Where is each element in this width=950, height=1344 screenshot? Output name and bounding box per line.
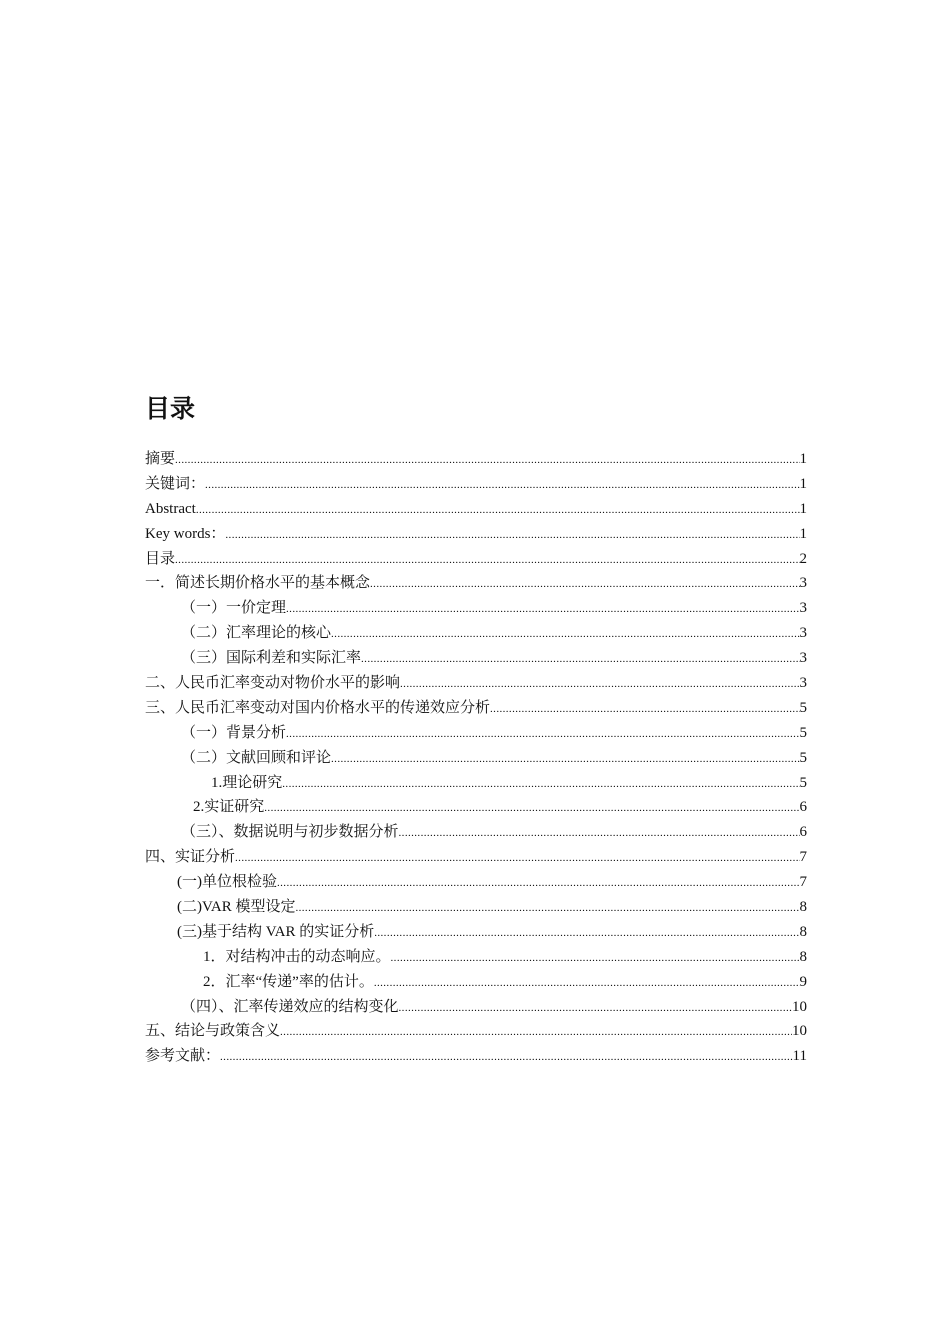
toc-entry-section-3-3[interactable] xyxy=(145,820,807,845)
toc-entry-abstract-en[interactable] xyxy=(145,497,807,522)
toc-entry-section-1-1[interactable] xyxy=(145,596,807,621)
toc-entry-text: （一）一价定理 xyxy=(181,600,287,617)
toc-dot-leader xyxy=(331,621,799,646)
toc-entry-text: （四）、汇率传递效应的结构变化 xyxy=(181,998,399,1015)
toc-dot-leader xyxy=(282,771,799,796)
toc-dot-leader xyxy=(399,995,792,1020)
toc-entry-text: 2．汇率“传递”率的估计。 xyxy=(203,973,374,990)
toc-entry-section-3-2[interactable] xyxy=(145,746,807,771)
toc-entry-text: （一）背景分析 xyxy=(181,724,287,741)
toc-dot-leader xyxy=(399,820,800,845)
toc-page-number: 3 xyxy=(799,600,807,617)
toc-entry-keywords-cn[interactable] xyxy=(145,472,807,497)
toc-page-number: 8 xyxy=(799,948,807,965)
toc-entry-section-4[interactable] xyxy=(145,845,807,870)
toc-entry-text: （三）国际利差和实际汇率 xyxy=(181,650,362,667)
toc-dot-leader xyxy=(370,571,799,596)
toc-entry-section-4-3[interactable] xyxy=(145,920,807,945)
toc-dot-leader xyxy=(374,920,799,945)
toc-entry-text: 2.实证研究 xyxy=(193,799,265,816)
toc-page-number: 3 xyxy=(799,650,807,667)
toc-dot-leader xyxy=(175,547,799,572)
toc-entry-section-4-3-2[interactable] xyxy=(145,970,807,995)
toc-entry-text: （二）汇率理论的核心 xyxy=(181,625,332,642)
toc-list xyxy=(145,447,807,1069)
toc-entry-section-1-2[interactable] xyxy=(145,621,807,646)
toc-entry-text: 五、结论与政策含义 xyxy=(145,1023,281,1040)
toc-page-number: 8 xyxy=(799,923,807,940)
toc-page-number: 7 xyxy=(799,874,807,891)
toc-entry-text: 四、实证分析 xyxy=(145,849,236,866)
toc-entry-section-4-1[interactable] xyxy=(145,870,807,895)
toc-entry-text: 目录 xyxy=(145,550,176,567)
toc-entry-text: Key words： xyxy=(145,525,226,542)
toc-page-number: 5 xyxy=(799,749,807,766)
toc-dot-leader xyxy=(225,522,799,547)
toc-entry-section-5[interactable] xyxy=(145,1019,807,1044)
toc-entry-keywords-en[interactable] xyxy=(145,522,807,547)
toc-entry-text: （二）文献回顾和评论 xyxy=(181,749,332,766)
toc-dot-leader xyxy=(277,870,800,895)
toc-entry-text: 摘要 xyxy=(145,451,176,467)
toc-entry-section-3-1[interactable] xyxy=(145,721,807,746)
toc-entry-text: Abstract xyxy=(145,500,196,517)
toc-page-number: 1 xyxy=(799,500,807,517)
toc-page-number: 6 xyxy=(799,824,807,841)
toc-page-number: 5 xyxy=(799,724,807,741)
toc-entry-section-2[interactable] xyxy=(145,671,807,696)
toc-dot-leader xyxy=(400,671,799,696)
toc-entry-text: (三)基于结构 VAR 的实证分析 xyxy=(177,923,375,940)
toc-dot-leader xyxy=(205,472,799,497)
toc-page-number: 10 xyxy=(792,1023,807,1040)
toc-dot-leader xyxy=(490,696,799,721)
toc-entry-section-3[interactable] xyxy=(145,696,807,721)
toc-dot-leader xyxy=(286,721,799,746)
toc-entry-references[interactable] xyxy=(145,1044,807,1069)
toc-page-number: 3 xyxy=(799,575,807,592)
toc-entry-section-4-4[interactable] xyxy=(145,995,807,1020)
toc-entry-section-4-3-1[interactable] xyxy=(145,945,807,970)
toc-entry-text: 1.理论研究 xyxy=(211,774,283,791)
toc-page-number: 2 xyxy=(799,550,807,567)
toc-dot-leader xyxy=(175,447,799,472)
toc-dot-leader xyxy=(196,497,800,522)
toc-page-number: 3 xyxy=(799,625,807,642)
toc-page-number: 1 xyxy=(799,525,807,542)
toc-title: 目录 xyxy=(145,394,196,423)
toc-page-number: 7 xyxy=(799,849,807,866)
toc-entry-text: 一．简述长期价格水平的基本概念 xyxy=(145,575,371,592)
toc-dot-leader xyxy=(264,795,799,820)
toc-entry-text: （三）、数据说明与初步数据分析 xyxy=(181,824,399,841)
toc-dot-leader xyxy=(235,845,799,870)
toc-entry-text: (一)单位根检验 xyxy=(177,874,277,891)
toc-dot-leader xyxy=(280,1019,792,1044)
toc-dot-leader xyxy=(361,646,799,671)
toc-entry-text: (二)VAR 模型设定 xyxy=(177,899,296,916)
toc-entry-section-3-2-1[interactable] xyxy=(145,771,807,796)
toc-entry-text: 二、人民币汇率变动对物价水平的影响 xyxy=(145,675,401,692)
toc-page-number: 1 xyxy=(799,451,807,467)
toc-dot-leader xyxy=(286,596,799,621)
toc-page-number: 1 xyxy=(799,475,807,492)
toc-dot-leader xyxy=(374,970,800,995)
toc-page-number: 10 xyxy=(792,998,807,1015)
toc-dot-leader xyxy=(391,945,800,970)
toc-entry-contents[interactable] xyxy=(145,547,807,572)
toc-page-number: 3 xyxy=(799,675,807,692)
toc-entry-text: 三、人民币汇率变动对国内价格水平的传递效应分析 xyxy=(145,699,491,716)
toc-page-number: 11 xyxy=(792,1048,807,1065)
toc-dot-leader xyxy=(331,746,799,771)
toc-page-number: 8 xyxy=(799,899,807,916)
toc-entry-section-3-2-2[interactable] xyxy=(145,795,807,820)
toc-page-number: 5 xyxy=(799,774,807,791)
toc-dot-leader xyxy=(220,1044,793,1069)
toc-entry-section-1[interactable] xyxy=(145,571,807,596)
toc-page-number: 9 xyxy=(799,973,807,990)
toc-dot-leader xyxy=(295,895,799,920)
toc-entry-text: 参考文献： xyxy=(145,1048,221,1065)
toc-entry-abstract-cn[interactable] xyxy=(145,447,807,472)
toc-entry-text: 1．对结构冲击的动态响应。 xyxy=(203,948,391,965)
toc-entry-section-4-2[interactable] xyxy=(145,895,807,920)
toc-page-number: 5 xyxy=(799,699,807,716)
toc-entry-section-1-3[interactable] xyxy=(145,646,807,671)
toc-entry-text: 关键词： xyxy=(145,475,206,492)
toc-page-number: 6 xyxy=(799,799,807,816)
